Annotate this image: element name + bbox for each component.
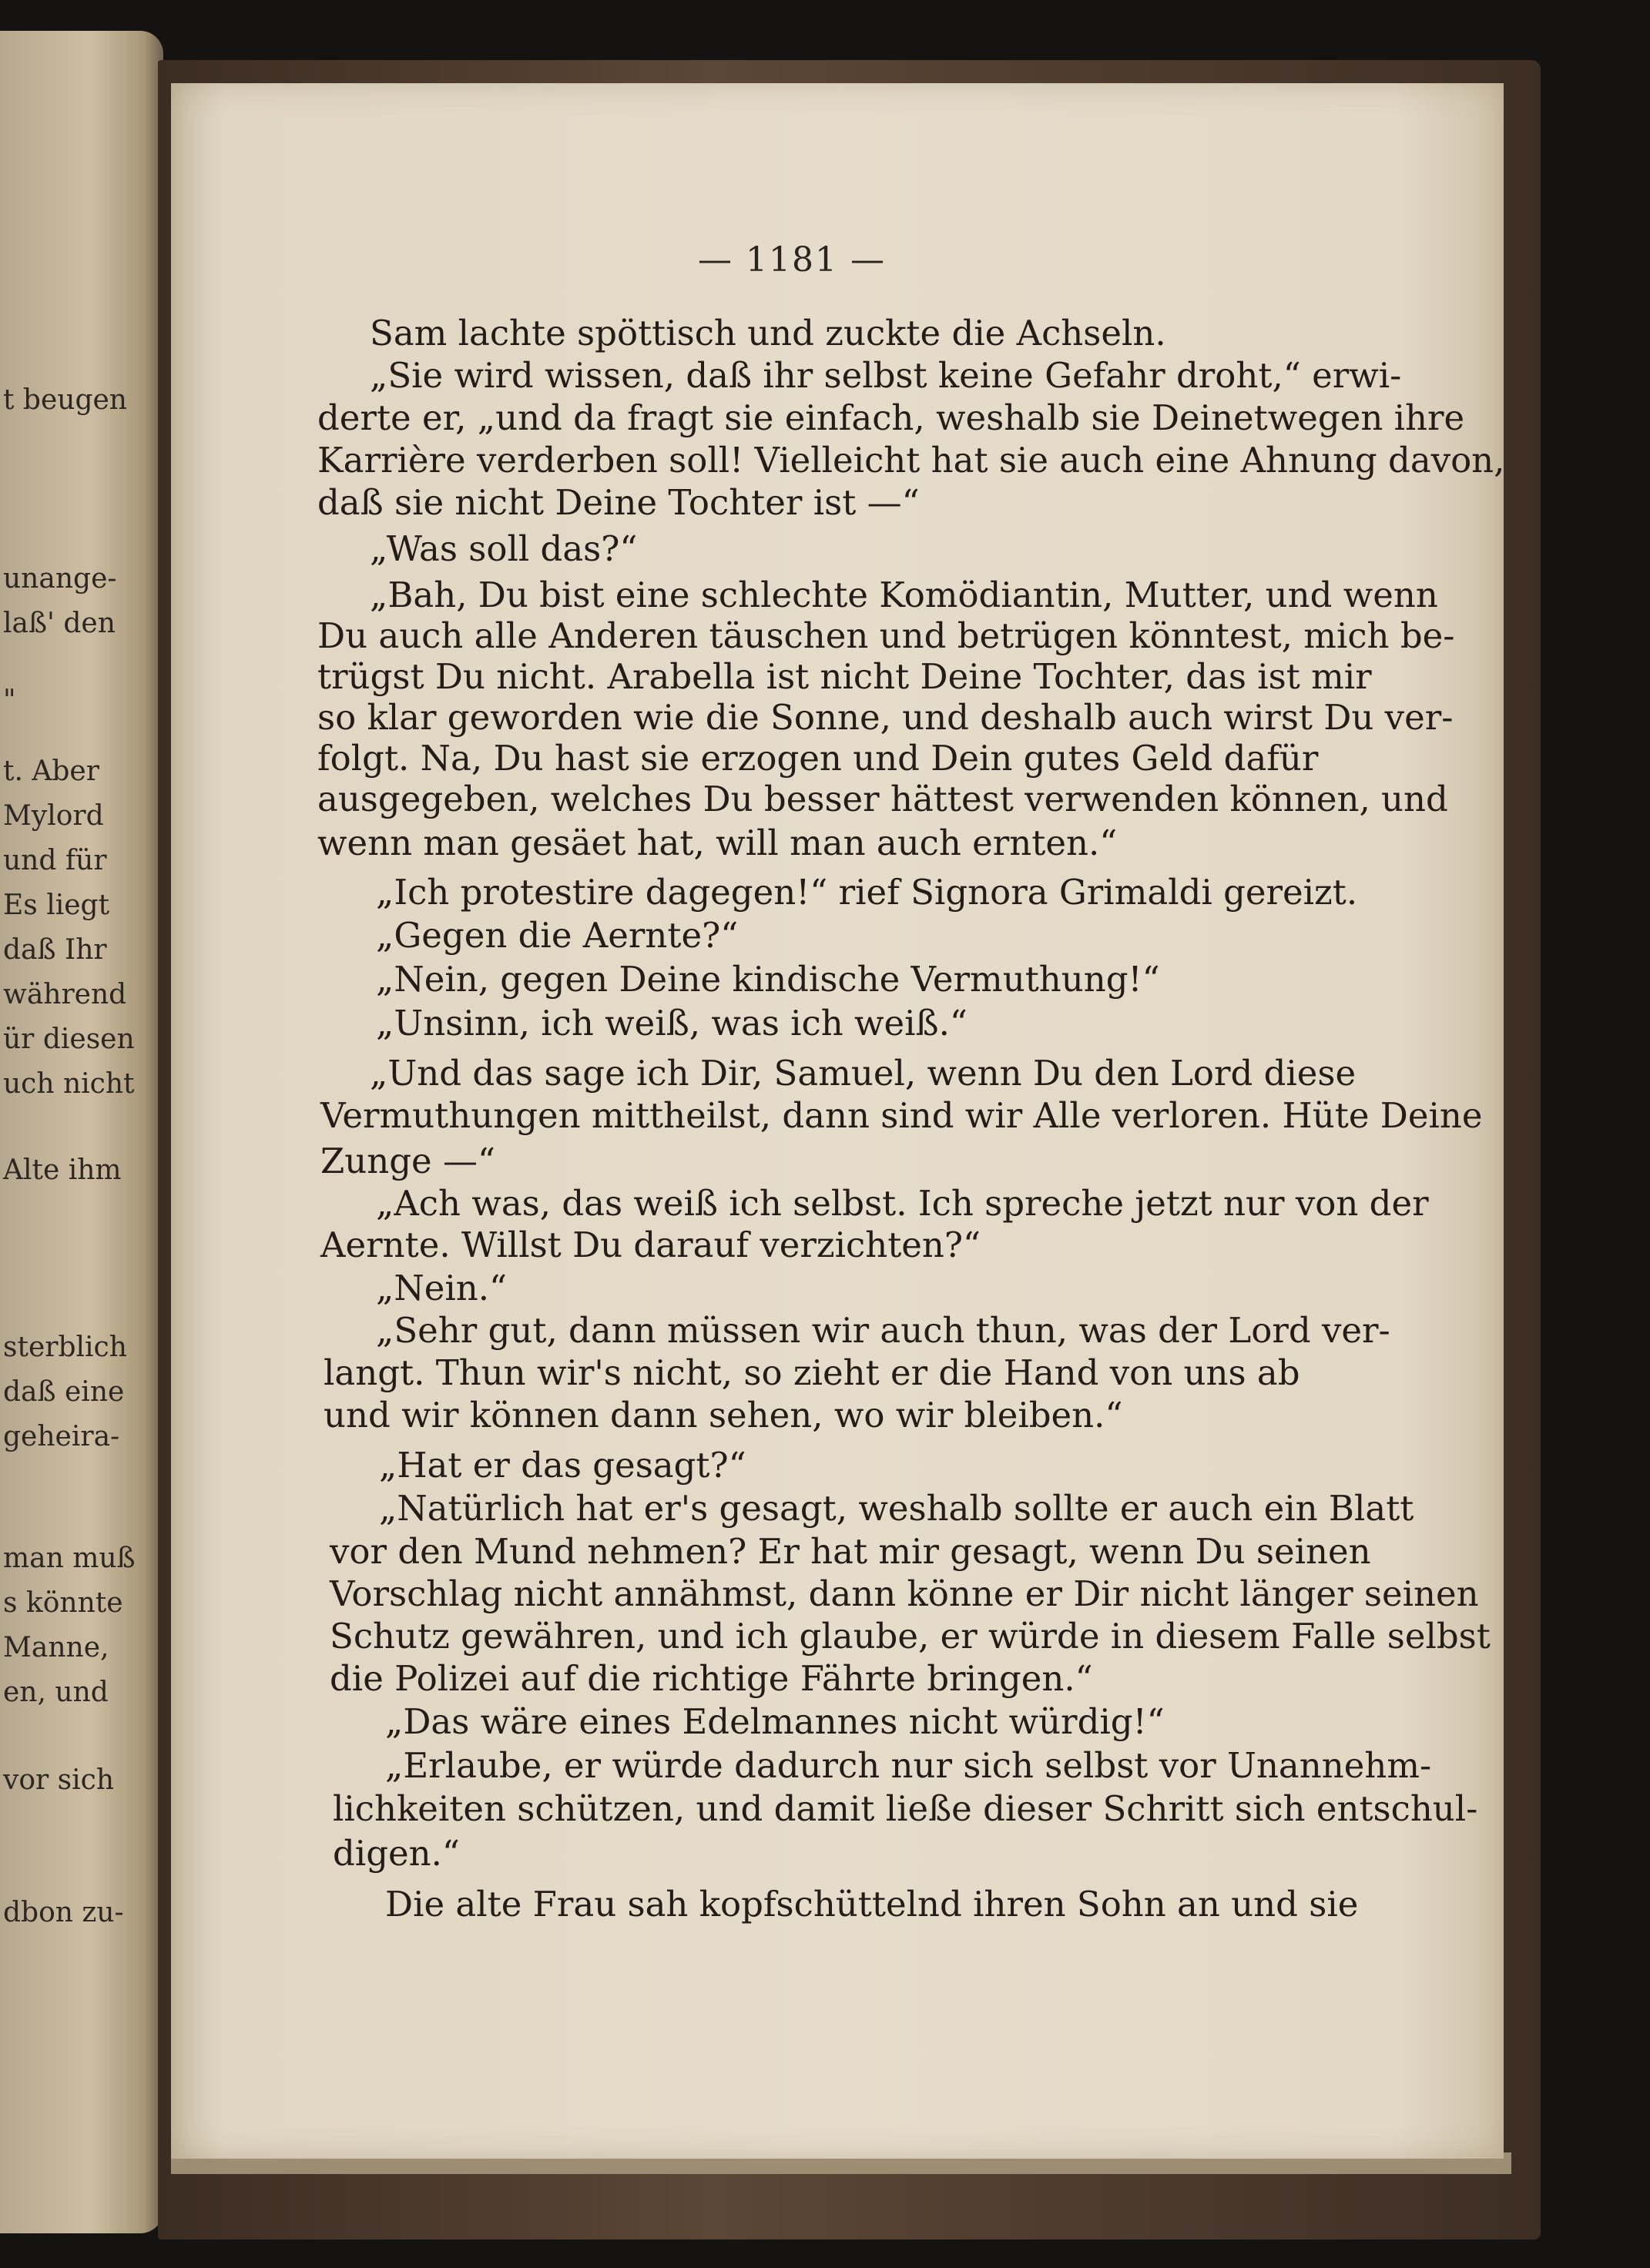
text-line: „Was soll das?“ [370,528,638,569]
left-page-fragment: uch nicht [3,1068,135,1100]
text-line: „Natürlich hat er's gesagt, weshalb sollte er auch ein Blatt [379,1488,1414,1529]
text-line: „Hat er das gesagt?“ [379,1445,746,1486]
text-line: „Gegen die Aernte?“ [376,915,739,956]
text-line: „Ach was, das weiß ich selbst. Ich spreche jetzt nur von der [376,1183,1429,1224]
text-line: Zunge —“ [320,1141,495,1181]
text-line: daß sie nicht Deine Tochter ist —“ [317,482,920,523]
text-line: trügst Du nicht. Arabella ist nicht Deine Tochter, das ist mir [317,656,1372,697]
text-line: „Ich protestire dagegen!“ rief Signora Grimaldi gereizt. [376,872,1358,913]
text-line: „Erlaube, er würde dadurch nur sich selbst vor Unannehm- [385,1745,1432,1786]
left-page-fragment: s könnte [3,1587,123,1619]
text-line: folgt. Na, Du hast sie erzogen und Dein gutes Geld dafür [317,738,1319,779]
text-line: wenn man gesäet hat, will man auch ernten.“ [317,822,1118,863]
text-line: „Unsinn, ich weiß, was ich weiß.“ [376,1003,968,1044]
left-page-fragment: vor sich [3,1764,114,1796]
text-line: Vorschlag nicht annähmst, dann könne er Dir nicht länger seinen [330,1573,1479,1614]
left-page-fragment: Mylord [3,800,104,832]
left-page-fragment: und für [3,845,107,876]
text-line: „Das wäre eines Edelmannes nicht würdig!“ [385,1701,1165,1742]
text-line: derte er, „und da fragt sie einfach, weshalb sie Deinetwegen ihre [317,397,1465,438]
text-line: so klar geworden wie die Sonne, und deshalb auch wirst Du ver- [317,697,1454,738]
text-line: „Und das sage ich Dir, Samuel, wenn Du den Lord diese [370,1053,1357,1094]
text-line: „Sie wird wissen, daß ihr selbst keine Gefahr droht,“ erwi- [370,355,1402,396]
text-line: „Bah, Du bist eine schlechte Komödiantin, Mutter, und wenn [370,575,1438,615]
left-page-fragment: t beugen [3,384,127,416]
text-line: „Sehr gut, dann müssen wir auch thun, was der Lord ver- [376,1310,1390,1351]
text-line: ausgegeben, welches Du besser hättest verwenden können, und [317,779,1448,819]
left-page-fragment: en, und [3,1677,109,1708]
page-number: — 1181 — [698,240,886,280]
text-line: Die alte Frau sah kopfschüttelnd ihren Sohn an und sie [385,1884,1359,1925]
text-line: die Polizei auf die richtige Fährte bringen.“ [330,1658,1093,1699]
left-page-fragment: Manne, [3,1632,109,1663]
text-line: Schutz gewähren, und ich glaube, er würde in diesem Falle selbst [330,1616,1491,1657]
left-page-fragment: daß Ihr [3,934,107,966]
text-line: lichkeiten schützen, und damit ließe dieser Schritt sich entschul- [333,1788,1478,1829]
text-line: Karrière verderben soll! Vielleicht hat sie auch eine Ahnung davon, [317,440,1505,481]
left-page-fragment: dbon zu- [3,1897,124,1928]
text-line: „Nein, gegen Deine kindische Vermuthung!“ [376,959,1160,1000]
left-page-fragment: unange- [3,563,117,595]
text-line: und wir können dann sehen, wo wir bleiben.“ [324,1395,1123,1436]
left-page-fragment: laß' den [3,608,116,639]
left-page-fragment: Es liegt [3,889,110,921]
left-page [0,31,163,2233]
left-page-fragment: man muß [3,1543,136,1574]
left-page-fragment: während [3,979,127,1010]
text-line: Du auch alle Anderen täuschen und betrügen könntest, mich be- [317,615,1455,656]
text-line: langt. Thun wir's nicht, so zieht er die Hand von uns ab [324,1352,1300,1393]
text-line: Aernte. Willst Du darauf verzichten?“ [320,1224,981,1265]
text-line: „Nein.“ [376,1268,508,1308]
left-page-fragment: ür diesen [3,1023,135,1055]
text-line: vor den Mund nehmen? Er hat mir gesagt, wenn Du seinen [330,1531,1371,1572]
left-page-fragment: t. Aber [3,755,99,787]
left-page-fragment: daß eine [3,1376,125,1408]
left-page-fragment: Alte ihm [3,1154,122,1186]
text-line: Vermuthungen mittheilst, dann sind wir Alle verloren. Hüte Deine [320,1095,1483,1136]
left-page-fragment: " [3,685,16,716]
text-line: Sam lachte spöttisch und zuckte die Achseln. [370,313,1166,353]
left-page-fragment: geheira- [3,1421,120,1452]
left-page-fragment: sterblich [3,1332,127,1363]
text-line: digen.“ [333,1833,460,1874]
